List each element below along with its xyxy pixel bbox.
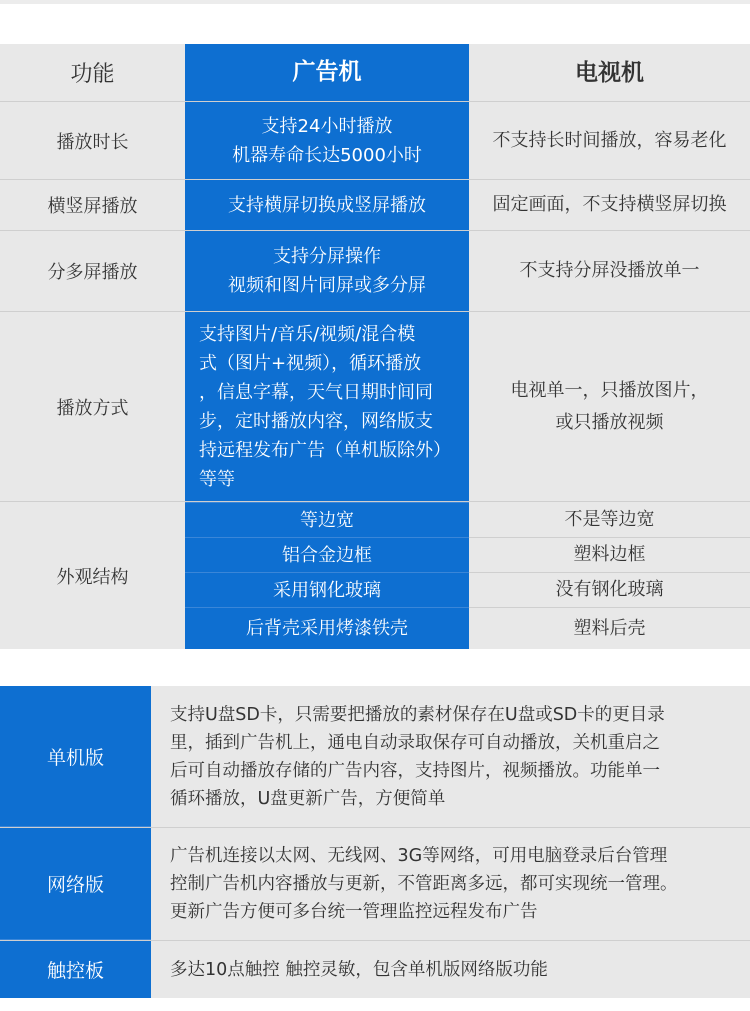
tv-line: 或只播放视频 — [555, 411, 664, 433]
ad-line: ，信息字幕，天气日期时间同 — [199, 381, 433, 403]
version-description — [170, 941, 742, 998]
table-row — [0, 231, 750, 312]
ad-line: 支持横屏切换成竖屏播放 — [228, 194, 426, 216]
tv-line: 固定画面，不支持横竖屏切换 — [492, 194, 727, 215]
ad-cell: 等边宽 — [185, 502, 469, 537]
appearance-row — [0, 502, 750, 649]
ad-cell — [185, 180, 469, 230]
version-row — [0, 941, 750, 998]
tv-line: 不支持分屏没播放单一 — [519, 260, 700, 281]
description-line: 循环播放，U盘更新广告，方便简单 — [170, 788, 446, 809]
description-line: 里，插到广告机上，通电自动录取保存可自动播放，关机重启之 — [170, 732, 660, 753]
appearance-subrow — [185, 537, 750, 572]
versions-table — [0, 686, 750, 998]
header-feature: 功能 — [70, 62, 115, 87]
ad-cell — [185, 102, 469, 179]
tv-cell — [469, 231, 750, 311]
feature-label: 外观结构 — [56, 566, 129, 588]
description-line: 控制广告机内容播放与更新，不管距离多远，都可实现统一管理。 — [170, 874, 678, 894]
tv-cell — [469, 312, 750, 501]
tv-cell: 塑料边框 — [573, 544, 646, 565]
ad-line: 支持24小时播放 — [261, 115, 393, 137]
tv-cell: 不是等边宽 — [564, 508, 655, 530]
ad-cell: 采用钢化玻璃 — [185, 572, 469, 607]
appearance-subrow — [185, 502, 750, 537]
table-header-row — [0, 44, 750, 102]
tv-cell: 塑料后壳 — [573, 617, 646, 639]
table-row — [0, 102, 750, 180]
table-row — [0, 180, 750, 231]
ad-line: 式（图片+视频），循环播放 — [199, 352, 422, 374]
ad-line: 步，定时播放内容，网络版支 — [199, 410, 433, 432]
version-row — [0, 828, 750, 941]
feature-label: 横竖屏播放 — [47, 196, 138, 217]
header-tv: 电视机 — [575, 59, 644, 86]
ad-line: 机器寿命长达5000小时 — [232, 144, 422, 166]
ad-line: 等等 — [199, 468, 235, 490]
table-row — [0, 312, 750, 502]
version-name: 单机版 — [0, 686, 151, 827]
ad-cell — [185, 231, 469, 311]
feature-label: 分多屏播放 — [47, 262, 138, 283]
ad-cell: 铝合金边框 — [185, 537, 469, 572]
ad-line: 视频和图片同屏或多分屏 — [228, 275, 426, 296]
ad-line: 持远程发布广告（单机版除外） — [199, 439, 451, 461]
description-line: 支持U盘SD卡，只需要把播放的素材保存在U盘或SD卡的更目录 — [170, 704, 665, 725]
ad-line: 支持图片/音乐/视频/混合模 — [199, 323, 416, 345]
appearance-subrow — [185, 572, 750, 607]
description-line: 后可自动播放存储的广告内容，支持图片，视频播放。功能单一 — [170, 760, 660, 781]
header-ad-machine: 广告机 — [185, 44, 469, 101]
version-row — [0, 686, 750, 828]
ad-cell — [185, 312, 469, 501]
description-line: 多达10点触控 触控灵敏，包含单机版网络版功能 — [170, 959, 548, 980]
version-name: 触控板 — [0, 941, 151, 998]
tv-line: 不支持长时间播放，容易老化 — [492, 129, 727, 151]
tv-cell — [469, 102, 750, 179]
feature-label: 播放时长 — [56, 131, 129, 153]
description-line: 广告机连接以太网、无线网、3G等网络，可用电脑登录后台管理 — [170, 846, 668, 866]
version-description — [170, 828, 742, 940]
tv-cell — [469, 180, 750, 230]
top-divider — [0, 0, 750, 4]
appearance-subrow — [185, 607, 750, 649]
version-description — [170, 686, 742, 827]
tv-cell: 没有钢化玻璃 — [555, 579, 664, 600]
version-name: 网络版 — [0, 828, 151, 940]
ad-cell: 后背壳采用烤漆铁壳 — [185, 607, 469, 649]
tv-line: 电视单一，只播放图片， — [510, 379, 709, 401]
feature-label: 播放方式 — [56, 397, 129, 419]
description-line: 更新广告方便可多台统一管理监控远程发布广告 — [170, 902, 538, 922]
ad-line: 支持分屏操作 — [273, 246, 381, 267]
comparison-table — [0, 44, 750, 649]
